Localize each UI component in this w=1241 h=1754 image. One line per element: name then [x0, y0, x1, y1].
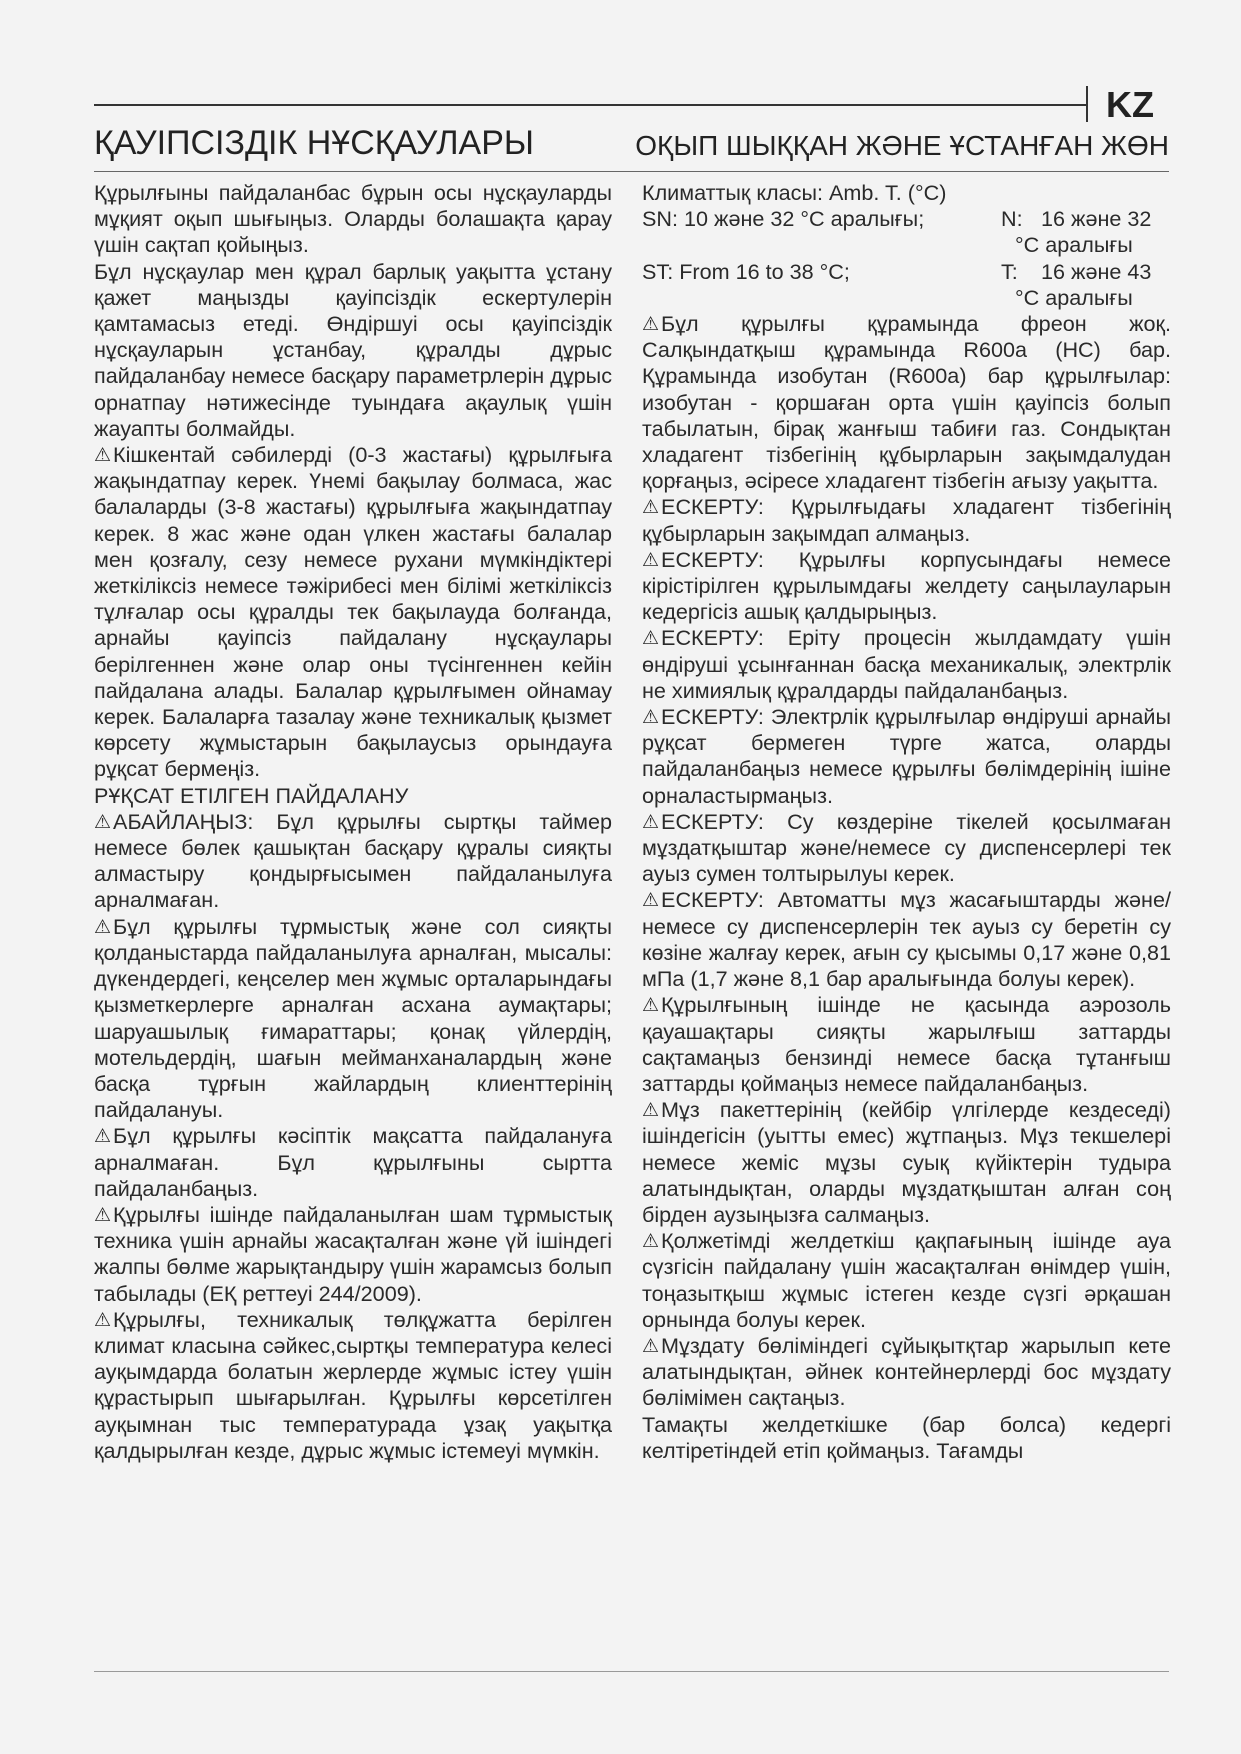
warning-paragraph: ⚠Кішкентай сәбилерді (0-3 жастағы) құрылғыға жақындатпау керек. Үнемі бақылау болмаса, жас балаларды (3-8 жастағы) құрылғыға жақындатпау керек. 8 жас және одан үлкен жастағы балалар мен қозғалу, сезу немесе рухани мүмкіндіктері жеткіліксіз немесе тәжірибесі мен білімі жеткіліксіз тұлғалар осы құралды тек бақылауда болғанда, арнайы қауіпсіз пайдалану нұсқаулары берілгеннен және олар оны түсінгеннен кейін пайдалана алады. Балалар құрылғымен ойнамау керек. Балаларға тазалау және техникалық қызмет көрсету жұмыстарын бақылаусыз орындауға рұқсат бермеңіз. [94, 442, 612, 782]
warning-triangle-icon: ⚠ [642, 707, 660, 729]
paragraph: Құрылғыны пайдаланбас бұрын осы нұсқауларды мұқият оқып шығыңыз. Оларды болашақта қарау үшін сақтап қойыңыз. [94, 180, 612, 258]
warning-triangle-icon: ⚠ [94, 1309, 112, 1331]
warning-paragraph: ⚠Мұз пакеттерінің (кейбір үлгілерде кездеседі) ішіндегісін (уытты емес) жұтпаңыз. Мұз текшелері немесе жеміс мұзы суық күйіктерін тудыра алатындықтан, оларды мұздатқыштан алған соң бірден аузыңызға салмаңыз. [642, 1097, 1171, 1227]
section-heading: РҰҚСАТ ЕТІЛГЕН ПАЙДАЛАНУ [94, 782, 409, 808]
warning-paragraph: ⚠Құрылғының ішінде не қасында аэрозоль қауашақтары сияқты жарылғыш заттарды сақтамаңыз бензинді немесе басқа тұтанғыш заттарды қоймаңыз немесе пайдаланбаңыз. [642, 992, 1171, 1096]
warning-triangle-icon: ⚠ [642, 1231, 660, 1253]
left-column [94, 180, 612, 1464]
warning-paragraph: ⚠ЕСКЕРТУ: Электрлік құрылғылар өндіруші арнайы рұқсат бермеген түрге жатса, оларды пайдаланбаңыз немесе құрылғы бөлімдерінің ішіне орналастырмаңыз. [642, 704, 1171, 808]
warning-paragraph: ⚠ЕСКЕРТУ: Құрылғы корпусындағы немесе кірістірілген құрылымдағы желдету саңылауларын кедергісіз ашық қалдырыңыз. [642, 546, 1171, 625]
climate-row-sn-n: SN: 10 және 32 °C аралығы; N: 16 және 32 [642, 206, 1152, 232]
language-code: KZ [1106, 84, 1154, 125]
right-column [642, 180, 1171, 1464]
warning-triangle-icon: ⚠ [94, 1126, 112, 1148]
warning-triangle-icon: ⚠ [642, 995, 660, 1017]
warning-triangle-icon: ⚠ [94, 811, 112, 833]
header-rule [94, 104, 1086, 106]
warning-paragraph: ⚠Құрылғы, техникалық төлқұжатта берілген климат класына сәйкес,сыртқы температура келесі ауқымдарда болатын жерлерде жұмыс істеу үшін құрастырып шығарылған. Құрылғы көрсетілген ауқымнан тыс температурада ұзақ уақытқа қалдырылған кезде, дұрыс жұмыс істемеуі мүмкін. [94, 1306, 612, 1463]
climate-row-st-t: ST: From 16 to 38 °C; T: 16 және 43 [642, 258, 1152, 284]
warning-triangle-icon: ⚠ [642, 628, 660, 650]
title-rule [94, 171, 1169, 172]
warning-triangle-icon: ⚠ [642, 890, 660, 912]
warning-paragraph: ⚠Бұл құрылғы тұрмыстық және сол сияқты қолданыстарда пайдаланылуға арналған, мысалы: дүкендердегі, кеңселер мен жұмыс орталарындағы қызметкерлерге арналған асхана аумақтары; шаруашылық ғимараттары; қонақ үйлердің, мотельдердің, шағын мейманханалардың және басқа тұрғын жайлардың клиенттерінің пайдалануы. [94, 913, 612, 1123]
warning-paragraph: ⚠Бұл құрылғы кәсіптік мақсатта пайдалануға арналмаған. Бұл құрылғыны сыртта пайдаланбаңыз. [94, 1123, 612, 1201]
page-title: ҚАУІПСІЗДІК НҰСҚАУЛАРЫ [94, 124, 534, 162]
page-subtitle: ОҚЫП ШЫҚҚАН ЖӘНЕ ҰСТАНҒАН ЖӨН [635, 130, 1169, 161]
header-tick [1086, 86, 1088, 122]
footer-rule [94, 1671, 1169, 1672]
warning-paragraph: ⚠Қолжетімді желдеткіш қақпағының ішінде ауа сүзгісін пайдалану үшін жасақталған өнімдер үшін, тоңазытқыш жұмыс істеген кезде сүзгі әрқашан орнында болуы керек. [642, 1228, 1171, 1332]
paragraph: Тамақты желдеткішке (бар болса) кедергі келтіретіндей етіп қоймаңыз. Тағамды [642, 1411, 1171, 1463]
warning-triangle-icon: ⚠ [642, 811, 660, 833]
warning-paragraph: ⚠ЕСКЕРТУ: Су көздеріне тікелей қосылмаған мұздатқыштар және/немесе су диспенсерлері тек ауыз сумен толтырылуы керек. [642, 808, 1171, 887]
warning-paragraph: ⚠Мұздату бөліміндегі сұйықытқтар жарылып кете алатындықтан, әйнек контейнерлерді бос мұздату бөлімімен сақтаңыз. [642, 1332, 1171, 1411]
warning-triangle-icon: ⚠ [642, 314, 660, 336]
warning-triangle-icon: ⚠ [94, 445, 112, 467]
warning-paragraph: ⚠АБАЙЛАҢЫЗ: Бұл құрылғы сыртқы таймер немесе бөлек қашықтан басқару құралы сияқты алмастыру қондырғысымен пайдаланылуға арналмаған. [94, 808, 612, 913]
warning-paragraph: ⚠Бұл құрылғы құрамында фреон жоқ. Салқындатқыш құрамында R600a (HC) бар. Құрамында изобутан (R600a) бар құрылғылар: изобутан - қоршаған орта үшін қауіпсіз болып табылатын, бірақ жанғыш табиғи газ. Сондықтан хладагент тізбегінің құбырларын зақымдалудан қорғаңыз, әсіресе хладагент тізбегін ағызу уақытта. [642, 311, 1171, 494]
warning-triangle-icon: ⚠ [94, 1204, 112, 1226]
paragraph: Бұл нұсқаулар мен құрал барлық уақытта ұстану қажет маңызды қауіпсіздік ескертулерін қамтамасыз етеді. Өндіршуі осы қауіпсіздік нұсқауларын ұстанбау, құралды дұрыс пайдаланбау немесе басқару параметрлерін дұрыс орнатпау нәтижесінде туындаға ақаулық үшін жауапты болмайды. [94, 258, 612, 441]
warning-paragraph: ⚠ЕСКЕРТУ: Құрылғыдағы хладагент тізбегінің құбырларын зақымдап алмаңыз. [642, 494, 1171, 546]
warning-paragraph: ⚠Құрылғы ішінде пайдаланылған шам тұрмыстық техника үшін арнайы жасақталған және үй ішіндегі жалпы бөлме жарықтандыру үшін жарамсыз болып табылады (ЕҚ реттеуі 244/2009). [94, 1201, 612, 1306]
warning-triangle-icon: ⚠ [642, 1335, 660, 1357]
climate-title: Климаттық класы: Amb. T. (°C) [642, 180, 947, 205]
warning-paragraph: ⚠ЕСКЕРТУ: Автоматты мұз жасағыштарды және/немесе су диспенсерлерін тек ауыз су беретін су көзіне жалғау керек, ағын су қысымы 0,17 және 0,81 мПа (1,7 және 8,1 бар аралығында болуы керек). [642, 887, 1171, 992]
climate-unit: °C аралығы [1015, 232, 1133, 258]
warning-paragraph: ⚠ЕСКЕРТУ: Еріту процесін жылдамдату үшін өндіруші ұсынғаннан басқа механикалық, электрлік не химиялық құралдарды пайдаланбаңыз. [642, 625, 1171, 703]
climate-unit: °C аралығы [1015, 284, 1133, 310]
warning-triangle-icon: ⚠ [642, 549, 660, 571]
warning-triangle-icon: ⚠ [642, 497, 660, 519]
warning-triangle-icon: ⚠ [642, 1100, 660, 1122]
warning-triangle-icon: ⚠ [94, 916, 112, 938]
